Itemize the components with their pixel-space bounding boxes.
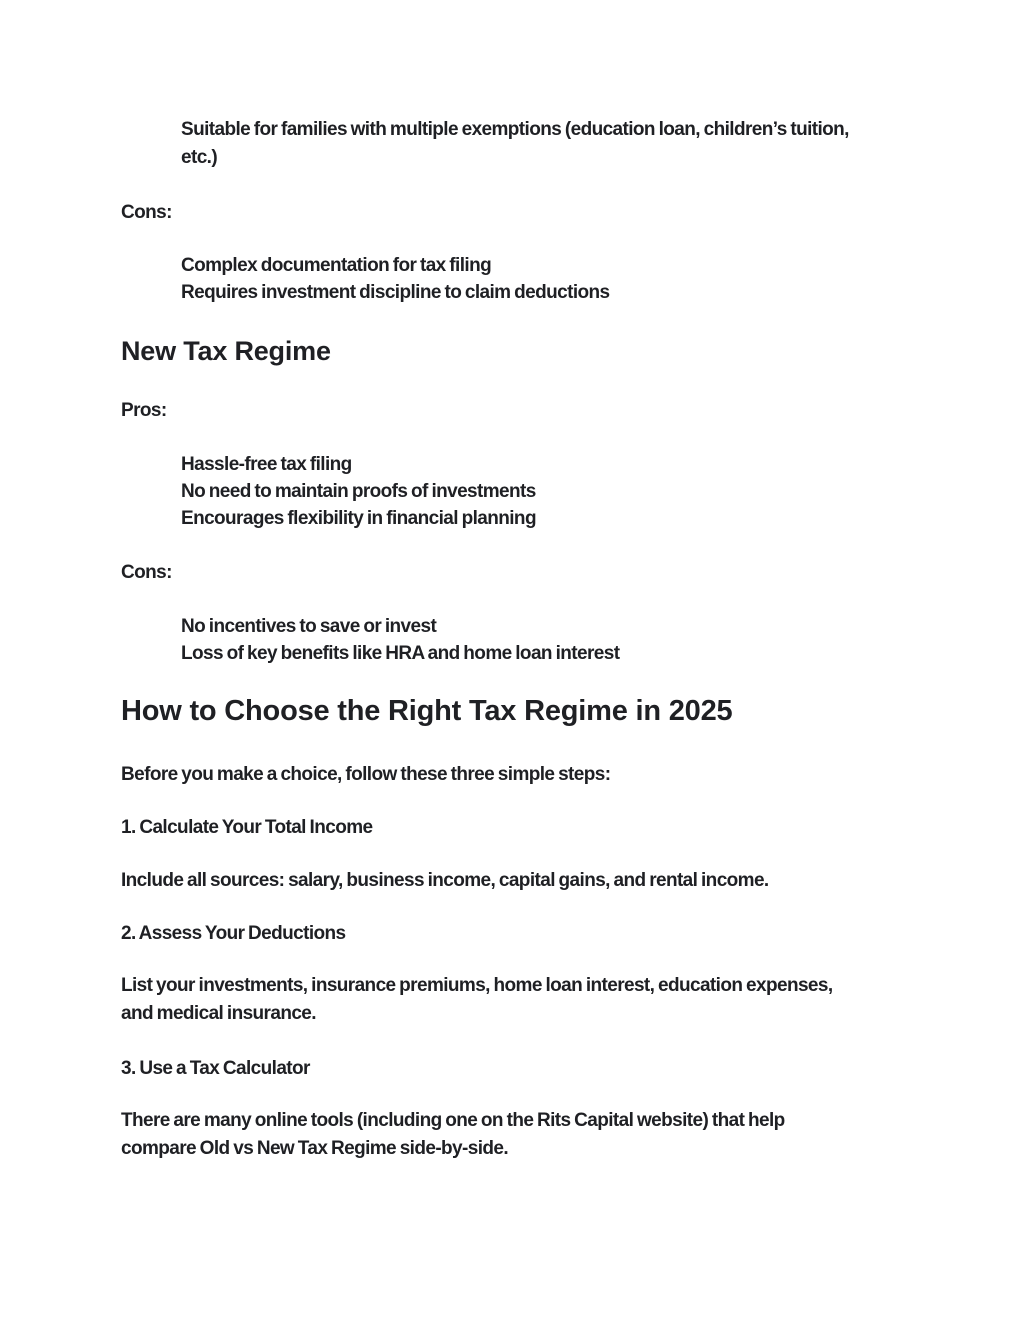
- step-3-title: 3. Use a Tax Calculator: [121, 1058, 310, 1079]
- old-regime-cons-item-1: Complex documentation for tax filing: [181, 255, 492, 276]
- new-regime-cons-label: Cons:: [121, 562, 172, 583]
- step-3-body: There are many online tools (including one on the Rits Capital website) that help compare Old vs New Tax Regime side-by-side.: [121, 1110, 785, 1159]
- new-regime-pros-list: [181, 451, 536, 532]
- old-regime-cons-label: Cons:: [121, 202, 172, 223]
- old-regime-pros-item-last: Suitable for families with multiple exemptions (education loan, children’s tuition, etc.): [181, 119, 849, 168]
- old-regime-cons-list: [181, 252, 610, 306]
- new-regime-pros-item-1: Hassle-free tax filing: [181, 454, 352, 475]
- step-1-title: 1. Calculate Your Total Income: [121, 817, 373, 838]
- step-2-body: List your investments, insurance premiums, home loan interest, education expenses, and medical insurance.: [121, 975, 833, 1024]
- new-regime-cons-list: [181, 613, 619, 667]
- step-2-title: 2. Assess Your Deductions: [121, 923, 346, 944]
- choose-regime-heading: How to Choose the Right Tax Regime in 2025: [121, 695, 733, 727]
- old-regime-cons-item-2: Requires investment discipline to claim deductions: [181, 282, 610, 303]
- new-regime-cons-item-2: Loss of key benefits like HRA and home loan interest: [181, 643, 620, 664]
- new-regime-heading: New Tax Regime: [121, 336, 331, 366]
- choose-intro: Before you make a choice, follow these three simple steps:: [121, 764, 611, 785]
- new-regime-pros-label: Pros:: [121, 400, 167, 421]
- new-regime-pros-item-2: No need to maintain proofs of investments: [181, 481, 536, 502]
- step-1-body: Include all sources: salary, business income, capital gains, and rental income.: [121, 870, 769, 891]
- new-regime-pros-item-3: Encourages flexibility in financial planning: [181, 508, 536, 529]
- new-regime-cons-item-1: No incentives to save or invest: [181, 616, 437, 637]
